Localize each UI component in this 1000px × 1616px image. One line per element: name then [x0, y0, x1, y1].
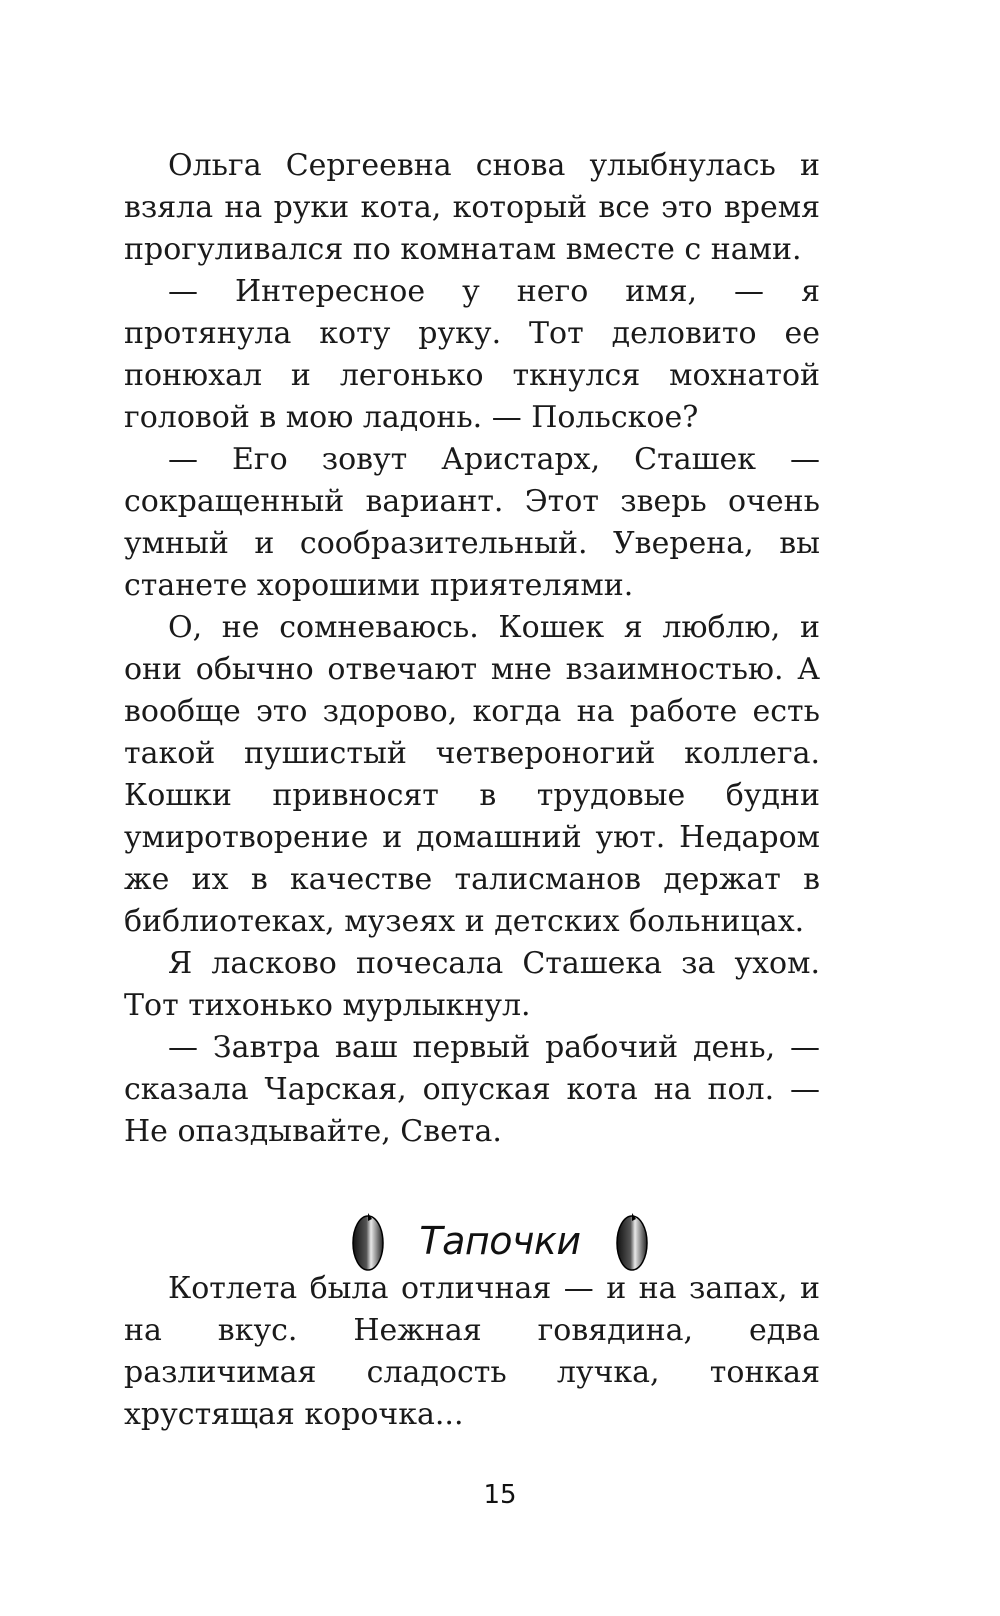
section-title: Тапочки — [419, 1219, 581, 1263]
paragraph: Ольга Сергеевна снова улыбнулась и взяла на руки кота, который все это время прогуливался по комнатам вместе с нами. — [124, 148, 820, 267]
paragraph: Я ласково почесала Сташека за ухом. Тот тихонько мурлыкнул. — [124, 946, 820, 1023]
paragraph: — Интересное у него имя, — я протянула коту руку. Тот деловито ее понюхал и легонько ткнулся мохнатой головой в мою ладонь. — Польское? — [124, 274, 820, 435]
section-heading — [0, 1208, 1000, 1274]
leaf-ornament-icon — [615, 1209, 649, 1273]
paragraph: — Завтра ваш первый рабочий день, — сказала Чарская, опуская кота на пол. — Не опаздывайте, Света. — [124, 1030, 820, 1149]
body-text-bottom — [124, 1268, 820, 1436]
paragraph: — Его зовут Аристарх, Сташек — сокращенный вариант. Этот зверь очень умный и сообразительный. Уверена, вы станете хорошими приятелями. — [124, 442, 820, 603]
paragraph: Котлета была отличная — и на запах, и на вкус. Нежная говядина, едва различимая сладость лучка, тонкая хрустящая корочка... — [124, 1271, 820, 1432]
body-text-top — [124, 145, 820, 1153]
paragraph: О, не сомневаюсь. Кошек я люблю, и они обычно отвечают мне взаимностью. А вообще это здорово, когда на работе есть такой пушистый четвероногий коллега. Кошки привносят в трудовые будни умиротворение и домашний уют. Недаром же их в качестве талисманов держат в библиотеках, музеях и детских больницах. — [124, 610, 820, 939]
page-number: 15 — [483, 1480, 517, 1510]
leaf-ornament-icon — [351, 1209, 385, 1273]
